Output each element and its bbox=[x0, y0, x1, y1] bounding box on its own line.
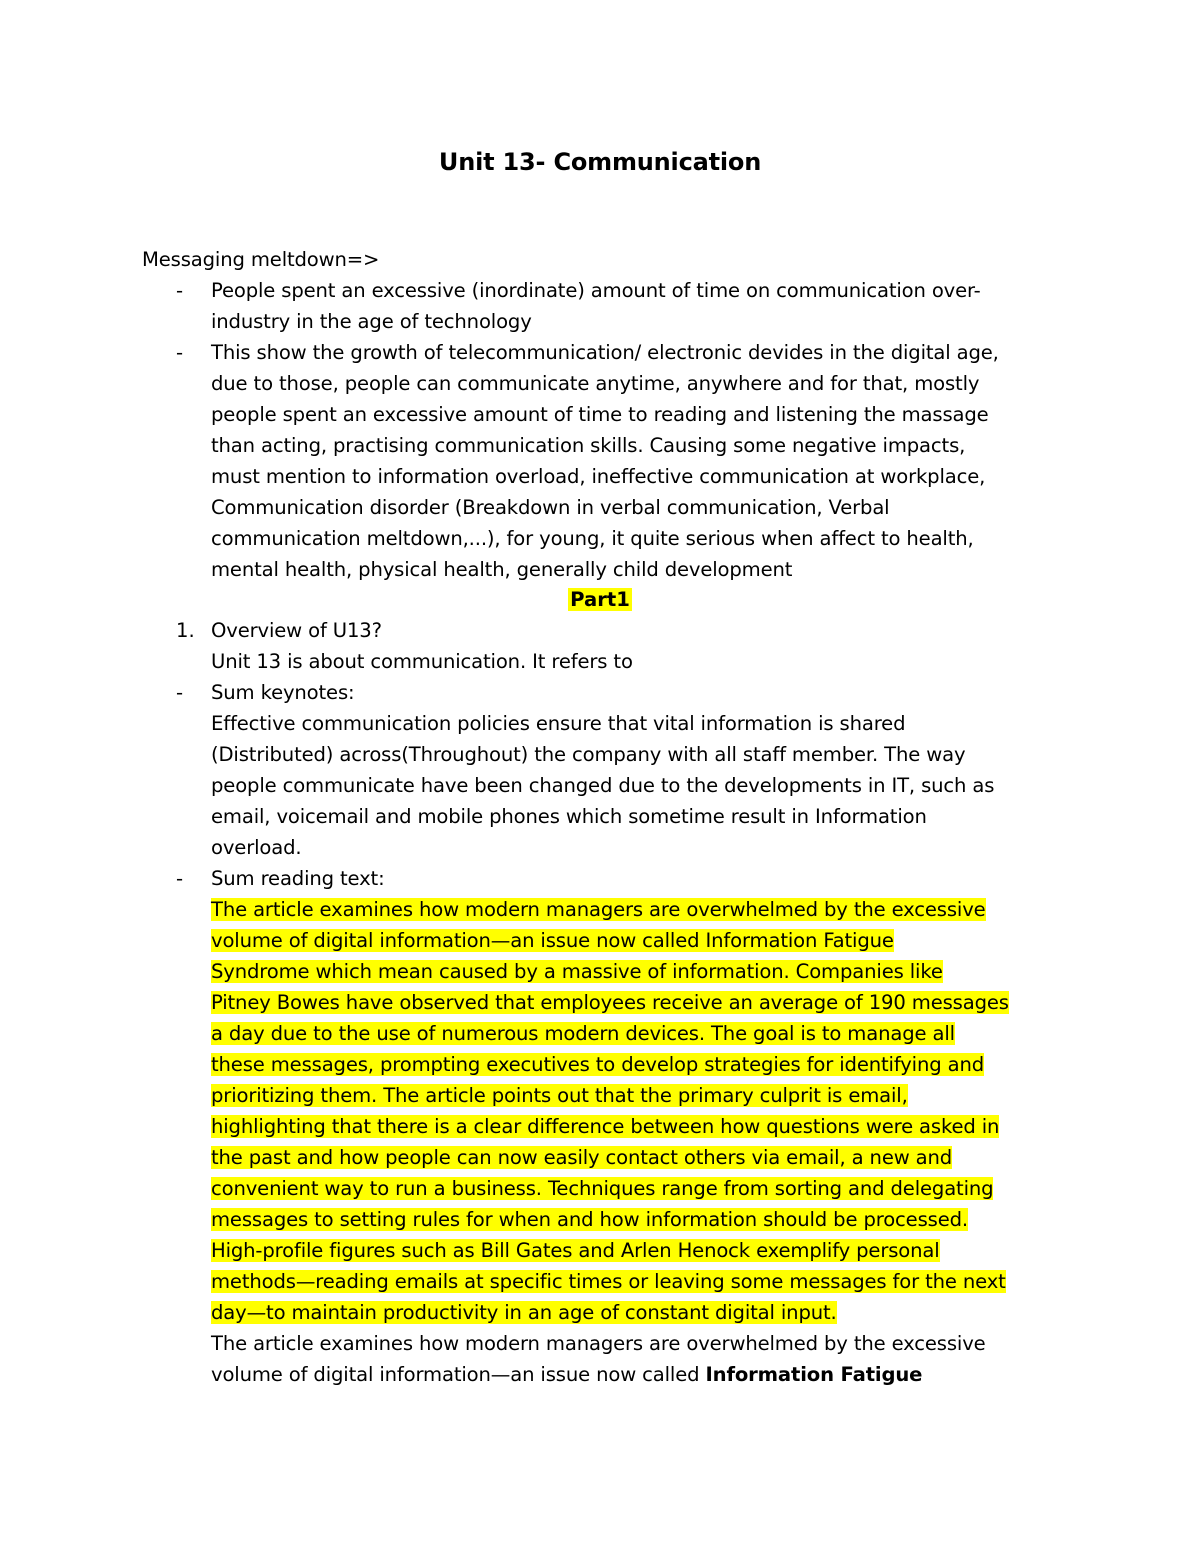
reading-highlight-line bbox=[211, 987, 1111, 1018]
reading-highlight-line bbox=[211, 1235, 1111, 1266]
reading-label: Sum reading text: bbox=[211, 867, 385, 890]
highlighted-text: convenient way to run a business. Techniques range from sorting and delegating bbox=[211, 1177, 994, 1200]
highlighted-text: the past and how people can now easily contact others via email, a new and bbox=[211, 1146, 953, 1169]
intro-bullet-2-line-6: Communication disorder (Breakdown in verbal communication, Verbal bbox=[211, 496, 890, 519]
reading-repeat-line-1: The article examines how modern managers are overwhelmed by the excessive bbox=[211, 1332, 986, 1355]
intro-bullet-2-line-3: people spent an excessive amount of time to reading and listening the massage bbox=[211, 403, 989, 426]
keynotes-line: Effective communication policies ensure that vital information is shared bbox=[211, 712, 906, 735]
reading-highlight-line bbox=[211, 1173, 1111, 1204]
intro-bullet-2-line-5: must mention to information overload, ineffective communication at workplace, bbox=[211, 465, 986, 488]
page-title: Unit 13- Communication bbox=[438, 148, 762, 176]
intro-bullet-1-line-2: industry in the age of technology bbox=[211, 310, 532, 333]
highlighted-text: highlighting that there is a clear difference between how questions were asked in bbox=[211, 1115, 1000, 1138]
keynotes-label: Sum keynotes: bbox=[211, 681, 355, 704]
reading-repeat-line-2 bbox=[211, 1359, 1111, 1390]
intro-bullet-2-line-1: This show the growth of telecommunication/ electronic devides in the digital age, bbox=[211, 341, 999, 364]
highlighted-text: messages to setting rules for when and how information should be processed. bbox=[211, 1208, 968, 1231]
bullet-marker: - bbox=[176, 681, 184, 704]
reading-highlight-line bbox=[211, 1111, 1111, 1142]
reading-highlight-line bbox=[211, 1049, 1111, 1080]
reading-highlight-line bbox=[211, 1142, 1111, 1173]
highlighted-text: these messages, prompting executives to develop strategies for identifying and bbox=[211, 1053, 985, 1076]
repeat-line-2-prefix: volume of digital information—an issue now called bbox=[211, 1363, 706, 1386]
highlighted-text: prioritizing them. The article points out that the primary culprit is email, bbox=[211, 1084, 908, 1107]
part-label bbox=[0, 584, 1200, 615]
bullet-marker: - bbox=[176, 341, 184, 364]
reading-highlight-line bbox=[211, 925, 1111, 956]
bullet-marker: - bbox=[176, 279, 184, 302]
keynotes-line: people communicate have been changed due to the developments in IT, such as bbox=[211, 774, 995, 797]
overview-answer: Unit 13 is about communication. It refers to bbox=[211, 650, 633, 673]
highlighted-text: methods—reading emails at specific times or leaving some messages for the next bbox=[211, 1270, 1006, 1293]
reading-highlight-line bbox=[211, 1266, 1111, 1297]
highlighted-text: The article examines how modern managers are overwhelmed by the excessive bbox=[211, 898, 986, 921]
reading-highlight-line bbox=[211, 1297, 1111, 1328]
intro-bullet-2-line-8: mental health, physical health, generally child development bbox=[211, 558, 793, 581]
keynotes-line: overload. bbox=[211, 836, 302, 859]
part-label-text: Part1 bbox=[570, 588, 630, 611]
number-marker: 1. bbox=[176, 619, 195, 642]
keynotes-line: email, voicemail and mobile phones which sometime result in Information bbox=[211, 805, 927, 828]
overview-question: Overview of U13? bbox=[211, 619, 382, 642]
intro-heading: Messaging meltdown=> bbox=[142, 248, 380, 271]
reading-highlight-line bbox=[211, 1080, 1111, 1111]
highlighted-text: Pitney Bowes have observed that employees receive an average of 190 messages bbox=[211, 991, 1009, 1014]
intro-bullet-2-line-7: communication meltdown,...), for young, it quite serious when affect to health, bbox=[211, 527, 974, 550]
highlighted-text: volume of digital information—an issue now called Information Fatigue bbox=[211, 929, 894, 952]
intro-bullet-1-line-1: People spent an excessive (inordinate) amount of time on communication over- bbox=[211, 279, 981, 302]
reading-highlight-line bbox=[211, 894, 1111, 925]
highlighted-text: day—to maintain productivity in an age of constant digital input. bbox=[211, 1301, 837, 1324]
reading-highlight-line bbox=[211, 956, 1111, 987]
intro-bullet-2-line-2: due to those, people can communicate anytime, anywhere and for that, mostly bbox=[211, 372, 980, 395]
highlighted-text: High-profile figures such as Bill Gates and Arlen Henock exemplify personal bbox=[211, 1239, 940, 1262]
highlighted-text: Syndrome which mean caused by a massive of information. Companies like bbox=[211, 960, 943, 983]
keynotes-line: (Distributed) across(Throughout) the company with all staff member. The way bbox=[211, 743, 966, 766]
repeat-line-2-bold-term: Information Fatigue bbox=[705, 1363, 923, 1386]
highlighted-text: a day due to the use of numerous modern devices. The goal is to manage all bbox=[211, 1022, 955, 1045]
bullet-marker: - bbox=[176, 867, 184, 890]
intro-bullet-2-line-4: than acting, practising communication skills. Causing some negative impacts, bbox=[211, 434, 966, 457]
reading-highlight-line bbox=[211, 1018, 1111, 1049]
reading-highlight-line bbox=[211, 1204, 1111, 1235]
